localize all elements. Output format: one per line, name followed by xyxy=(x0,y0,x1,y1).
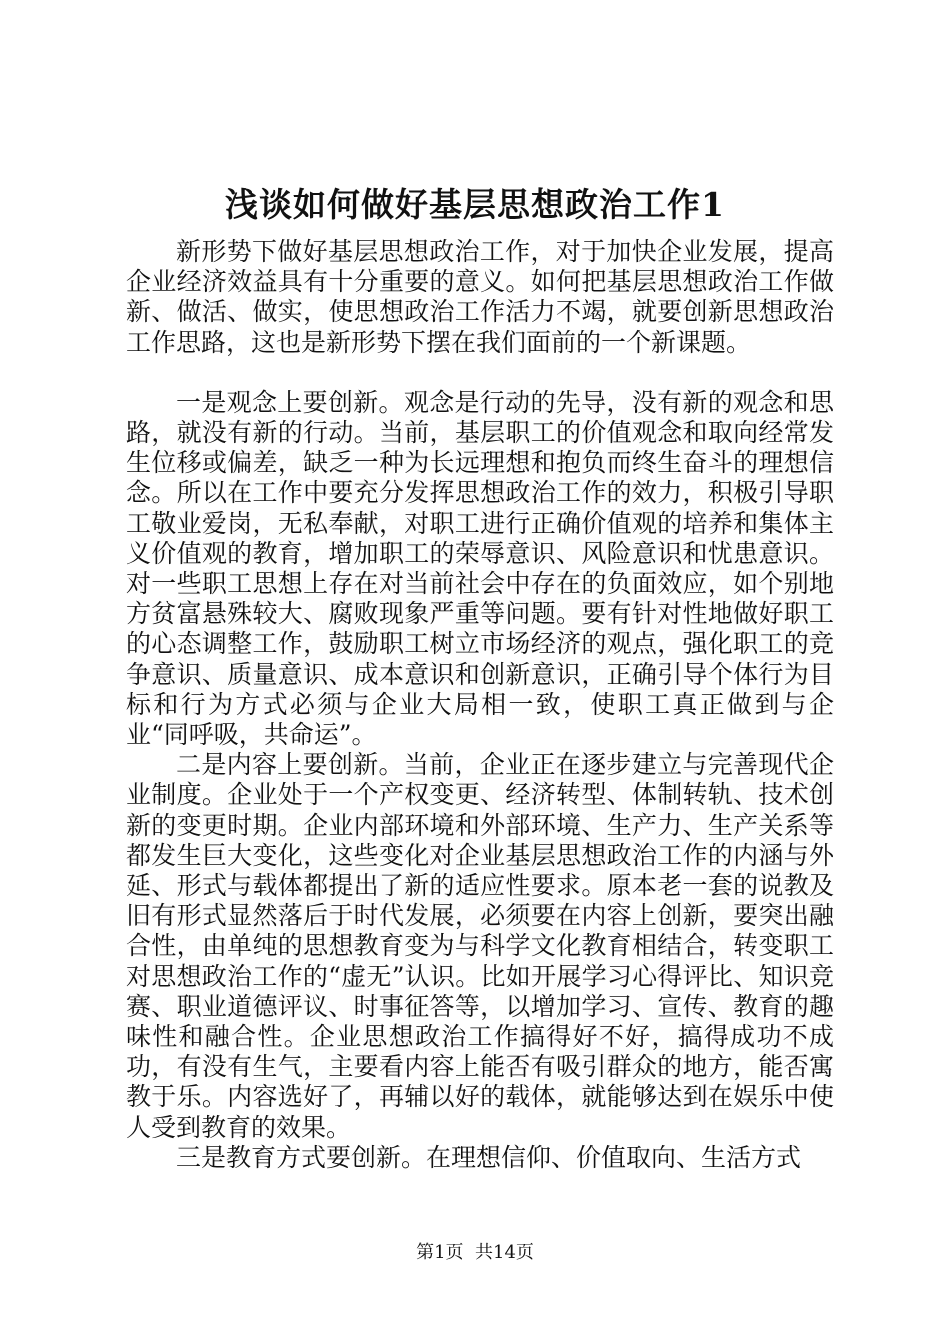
page-total: 共14页 xyxy=(475,1242,534,1263)
paragraph-concept: 一是观念上要创新。观念是行动的先导，没有新的观念和思路，就没有新的行动。当前，基层职工的价值观念和取向经常发生位移或偏差，缺乏一种为长远理想和抱负而终生奋斗的理想信念。所以在工作中要充分发挥思想政治工作的效力，积极引导职工敬业爱岗，无私奉献，对职工进行正确价值观的培养和集体主义价值观的教育，增加职工的荣辱意识、风险意识和忧患意识。对一些职工思想上存在对当前社会中存在的负面效应，如个别地方贫富悬殊较大、腐败现象严重等问题。要有针对性地做好职工的心态调整工作，鼓励职工树立市场经济的观点，强化职工的竞争意识、质量意识、成本意识和创新意识，正确引导个体行为目标和行为方式必须与企业大局相一致，使职工真正做到与企业“同呼吸，共命运”。 xyxy=(126,387,834,750)
paragraph-method: 三是教育方式要创新。在理想信仰、价值取向、生活方式 xyxy=(176,1142,802,1172)
paragraph-content: 二是内容上要创新。当前，企业正在逐步建立与完善现代企业制度。企业处于一个产权变更、经济转型、体制转轨、技术创新的变更时期。企业内部环境和外部环境、生产力、生产关系等都发生巨大变化，这些变化对企业基层思想政治工作的内涵与外延、形式与载体都提出了新的适应性要求。原本老一套的说教及旧有形式显然落后于时代发展，必须要在内容上创新，要突出融合性，由单纯的思想教育变为与科学文化教育相结合，转变职工对思想政治工作的“虚无”认识。比如开展学习心得评比、知识竞赛、职业道德评议、时事征答等，以增加学习、宣传、教育的趣味性和融合性。企业思想政治工作搞得好不好，搞得成功不成功，有没有生气，主要看内容上能否有吸引群众的地方，能否寓教于乐。内容选好了，再辅以好的载体，就能够达到在娱乐中使人受到教育的效果。 xyxy=(126,750,834,1142)
page-footer xyxy=(0,1241,950,1265)
document-title: 浅谈如何做好基层思想政治工作1 xyxy=(225,185,725,224)
paragraph-intro: 新形势下做好基层思想政治工作，对于加快企业发展，提高企业经济效益具有十分重要的意义。如何把基层思想政治工作做新、做活、做实，使思想政治工作活力不竭，就要创新思想政治工作思路，这也是新形势下摆在我们面前的一个新课题。 xyxy=(126,237,834,357)
document-body xyxy=(126,237,834,1173)
page-number: 第1页 xyxy=(416,1242,464,1263)
